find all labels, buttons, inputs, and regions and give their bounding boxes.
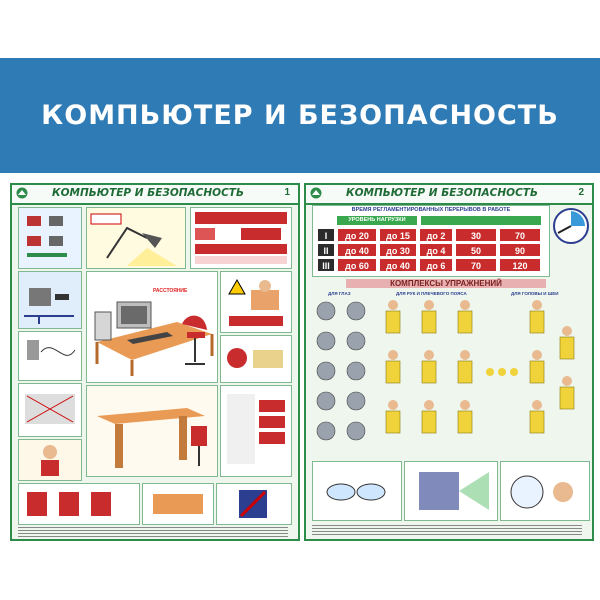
exercise-group-label: ДЛЯ РУК И ПЛЕЧЕВОГО ПОЯСА	[396, 291, 467, 296]
table-cell: 120	[499, 258, 541, 272]
group-label: III	[317, 258, 335, 272]
logo-icon	[310, 187, 322, 199]
table-cell: до 15	[379, 228, 417, 242]
zones-block	[142, 483, 214, 525]
cables-block	[18, 331, 82, 381]
table-title: ВРЕМЯ РЕГЛАМЕНТИРОВАННЫХ ПЕРЕРЫВОВ В РАБОТЕ	[313, 206, 549, 215]
layout-block	[18, 483, 140, 525]
exercise-group-label: ДЛЯ ГОЛОВЫ И ШЕИ	[511, 291, 559, 296]
table-cell: до 2	[419, 228, 453, 242]
poster-header	[12, 185, 298, 205]
group-label: I	[317, 228, 335, 242]
table-cell: до 6	[419, 258, 453, 272]
logo-icon	[16, 187, 28, 199]
person-block	[18, 439, 82, 481]
table-cell: до 20	[337, 228, 377, 242]
table-cell: до 60	[337, 258, 377, 272]
poster-title: КОМПЬЮТЕР И БЕЗОПАСНОСТЬ	[346, 187, 538, 199]
table-cell: 70	[499, 228, 541, 242]
poster-footer	[312, 525, 582, 535]
trainer-panel	[500, 461, 590, 521]
eye-exercises	[312, 297, 374, 457]
table-cell: до 4	[419, 243, 453, 257]
banner-title: КОМПЬЮТЕР И БЕЗОПАСНОСТЬ	[41, 100, 559, 131]
group-label: II	[317, 243, 335, 257]
poster-number: 2	[578, 187, 584, 198]
poster-1[interactable]	[10, 183, 300, 541]
grounding-block	[18, 271, 82, 329]
table-header-cell	[421, 216, 541, 225]
workstation-illustration	[86, 271, 218, 383]
table-cell: 90	[499, 243, 541, 257]
lamp-illustration	[86, 207, 186, 269]
poster-header	[306, 185, 592, 205]
table-cell: 70	[455, 258, 497, 272]
table-cell: 50	[455, 243, 497, 257]
breaks-table	[312, 205, 550, 277]
svg-text:РАССТОЯНИЕ: РАССТОЯНИЕ	[153, 288, 188, 294]
illustration-block	[18, 207, 82, 269]
norms-block	[220, 385, 292, 477]
glasses-panel	[312, 461, 402, 521]
warning-block	[220, 271, 292, 333]
poster-number: 1	[284, 187, 290, 198]
filter-panel	[404, 461, 498, 521]
table-cell: до 40	[337, 243, 377, 257]
desk-illustration	[86, 385, 218, 477]
arm-exercises	[380, 297, 590, 457]
table-cell: до 40	[379, 258, 417, 272]
poster-footer	[18, 527, 288, 537]
exercises-title: КОМПЛЕКСЫ УПРАЖНЕНИЙ	[346, 279, 546, 288]
poster-2[interactable]	[304, 183, 594, 541]
poster-title: КОМПЬЮТЕР И БЕЗОПАСНОСТЬ	[52, 187, 244, 199]
prohibition-block	[216, 483, 292, 525]
exercise-group-label: ДЛЯ ГЛАЗ	[328, 291, 351, 296]
table-header: УРОВЕНЬ НАГРУЗКИ	[337, 216, 417, 225]
requirements-block	[190, 207, 292, 269]
monitor-illustration	[19, 208, 81, 268]
table-cell: до 30	[379, 243, 417, 257]
dial-icon	[552, 207, 590, 245]
wiring-block	[18, 383, 82, 437]
table-cell: 30	[455, 228, 497, 242]
switch-block	[220, 335, 292, 383]
